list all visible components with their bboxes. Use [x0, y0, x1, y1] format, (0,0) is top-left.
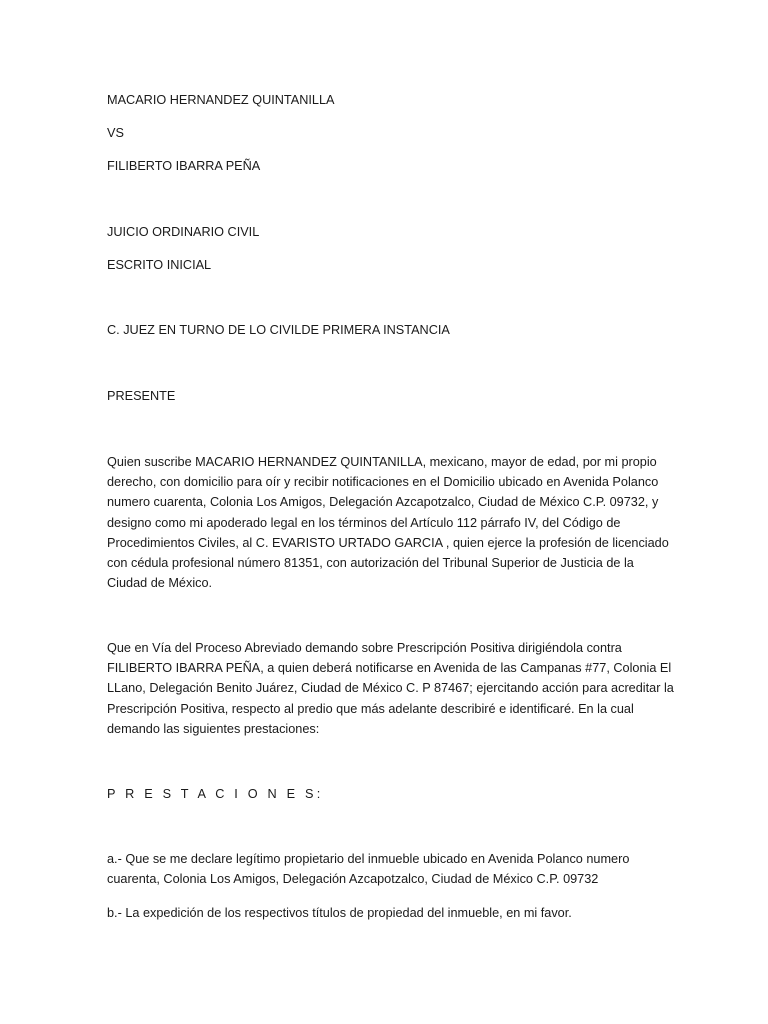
paragraph-claim	[107, 638, 674, 739]
paragraph-line: derecho, con domicilio para oír y recibir notificaciones en el Domicilio ubicado en Avenida Polanco	[107, 475, 659, 490]
paragraph-line: Prescripción Positiva, respecto al predio que más adelante describiré e identificaré. En la cual	[107, 701, 634, 716]
present-label: PRESENTE	[107, 389, 176, 403]
paragraph-line: demando las siguientes prestaciones:	[107, 721, 320, 736]
paragraph-line: Que en Vía del Proceso Abreviado demando sobre Prescripción Positiva dirigiéndola contra	[107, 641, 622, 655]
paragraph-line: designo como mi apoderado legal en los términos del Artículo 112 párrafo IV, del Código de	[107, 515, 621, 530]
prestacion-item-a	[107, 849, 667, 889]
prestacion-item-b: b.- La expedición de los respectivos títulos de propiedad del inmueble, en mi favor.	[107, 906, 572, 920]
prestaciones-heading: P R E S T A C I O N E S:	[107, 787, 324, 801]
item-line: cuarenta, Colonia Los Amigos, Delegación Azcapotzalco, Ciudad de México C.P. 09732	[107, 872, 599, 887]
paragraph-line: Quien suscribe MACARIO HERNANDEZ QUINTANILLA, mexicano, mayor de edad, por mi propio	[107, 455, 657, 469]
paragraph-line: LLano, Delegación Benito Juárez, Ciudad de México C. P 87467; ejercitando acción para acreditar la	[107, 681, 674, 696]
document-type: ESCRITO INICIAL	[107, 258, 212, 272]
judge-addressee: C. JUEZ EN TURNO DE LO CIVILDE PRIMERA INSTANCIA	[107, 323, 450, 337]
item-line: a.- Que se me declare legítimo propietario del inmueble ubicado en Avenida Polanco numero	[107, 852, 630, 866]
plaintiff-name: MACARIO HERNANDEZ QUINTANILLA	[107, 93, 335, 107]
versus-label: VS	[107, 126, 124, 140]
paragraph-line: Procedimientos Civiles, al C. EVARISTO URTADO GARCIA , quien ejerce la profesión de licenciado	[107, 535, 669, 550]
trial-type: JUICIO ORDINARIO CIVIL	[107, 225, 260, 239]
paragraph-introduction	[107, 452, 667, 593]
paragraph-line: Ciudad de México.	[107, 576, 213, 591]
paragraph-line: numero cuarenta, Colonia Los Amigos, Delegación Azcapotzalco, Ciudad de México C.P. 09732, y	[107, 495, 659, 510]
defendant-name: FILIBERTO IBARRA PEÑA	[107, 159, 261, 173]
paragraph-line: FILIBERTO IBARRA PEÑA, a quien deberá notificarse en Avenida de las Campanas #77, Colonia El	[107, 661, 672, 676]
paragraph-line: con cédula profesional número 81351, con autorización del Tribunal Superior de Justicia de la	[107, 556, 634, 571]
